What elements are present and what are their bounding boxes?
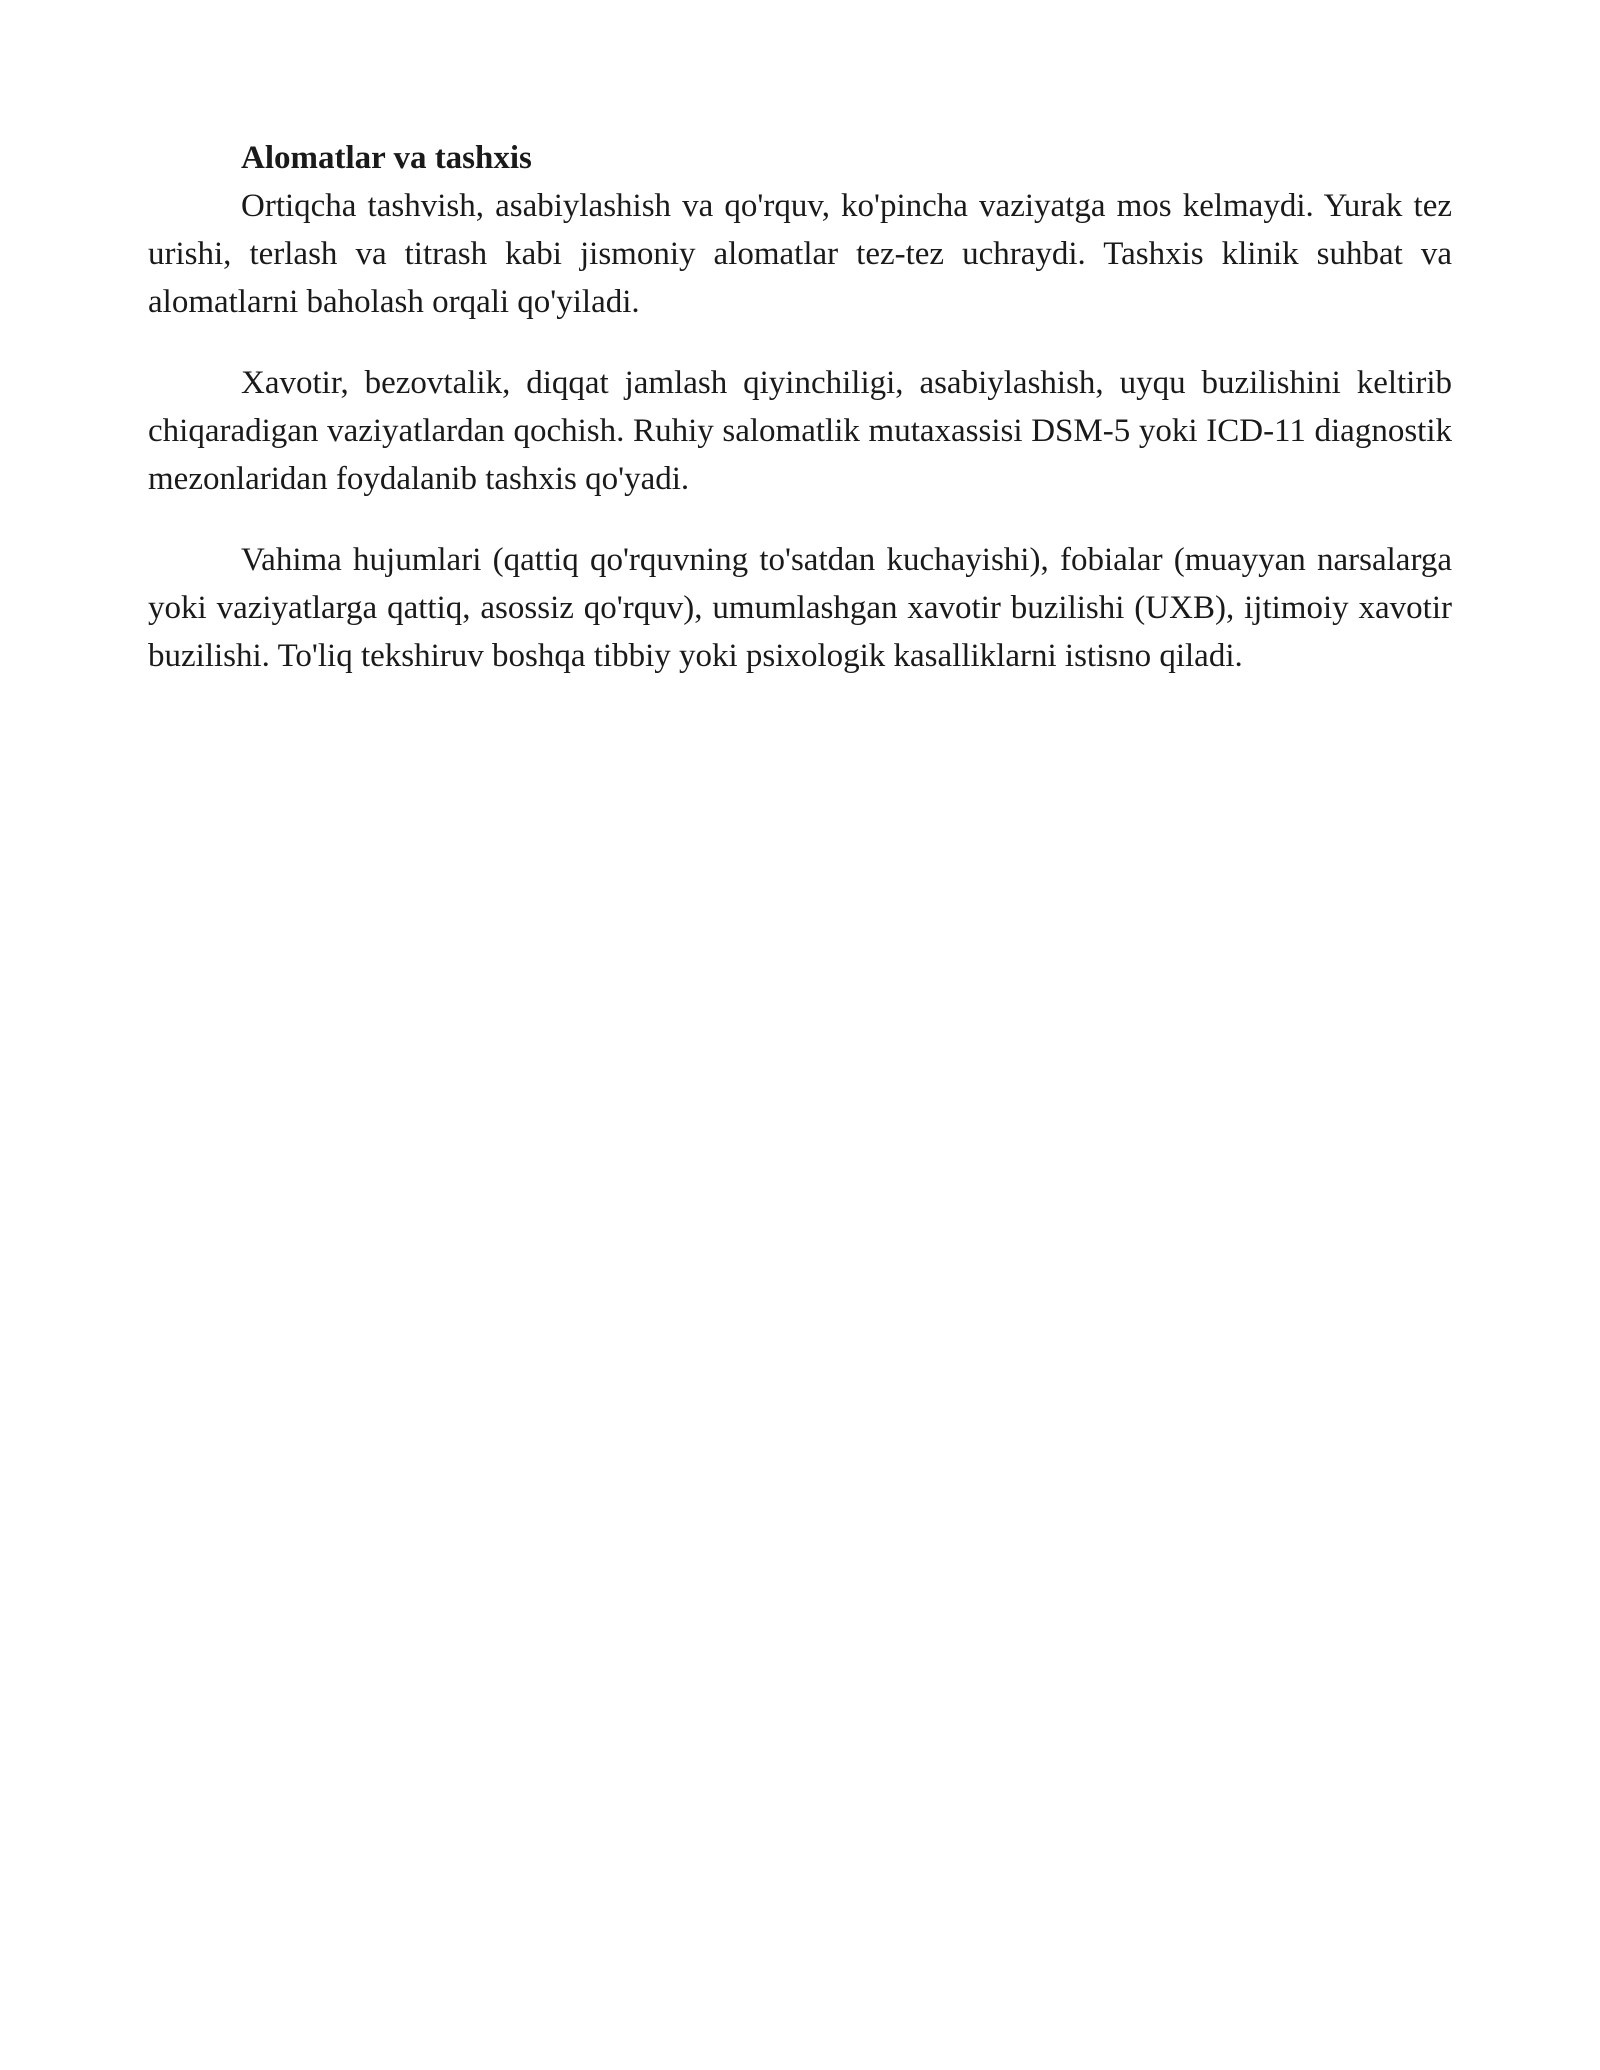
paragraph-anxiety-signs: Xavotir, bezovtalik, diqqat jamlash qiyinchiligi, asabiylashish, uyqu buzilishini keltirib chiqaradigan vaziyatlardan qochish. Ruhiy salomatlik mutaxassisi DSM-5 yoki ICD-11 diagnostik mezonlaridan foydalanib tashxis qo'yadi. bbox=[148, 365, 1452, 497]
paragraph-symptoms: Ortiqcha tashvish, asabiylashish va qo'rquv, ko'pincha vaziyatga mos kelmaydi. Yurak tez urishi, terlash va titrash kabi jismoniy alomatlar tez-tez uchraydi. Tashxis klinik suhbat va alomatlarni baholash orqali qo'yiladi. bbox=[148, 188, 1452, 320]
document-body bbox=[148, 134, 1452, 680]
paragraph-disorder-types: Vahima hujumlari (qattiq qo'rquvning to'satdan kuchayishi), fobialar (muayyan narsalarga yoki vaziyatlarga qattiq, asossiz qo'rquv), umumlashgan xavotir buzilishi (UXB), ijtimoiy xavotir buzilishi. To'liq tekshiruv boshqa tibbiy yoki psixologik kasalliklarni istisno qiladi. bbox=[148, 542, 1452, 674]
section-heading: Alomatlar va tashxis bbox=[241, 140, 532, 176]
